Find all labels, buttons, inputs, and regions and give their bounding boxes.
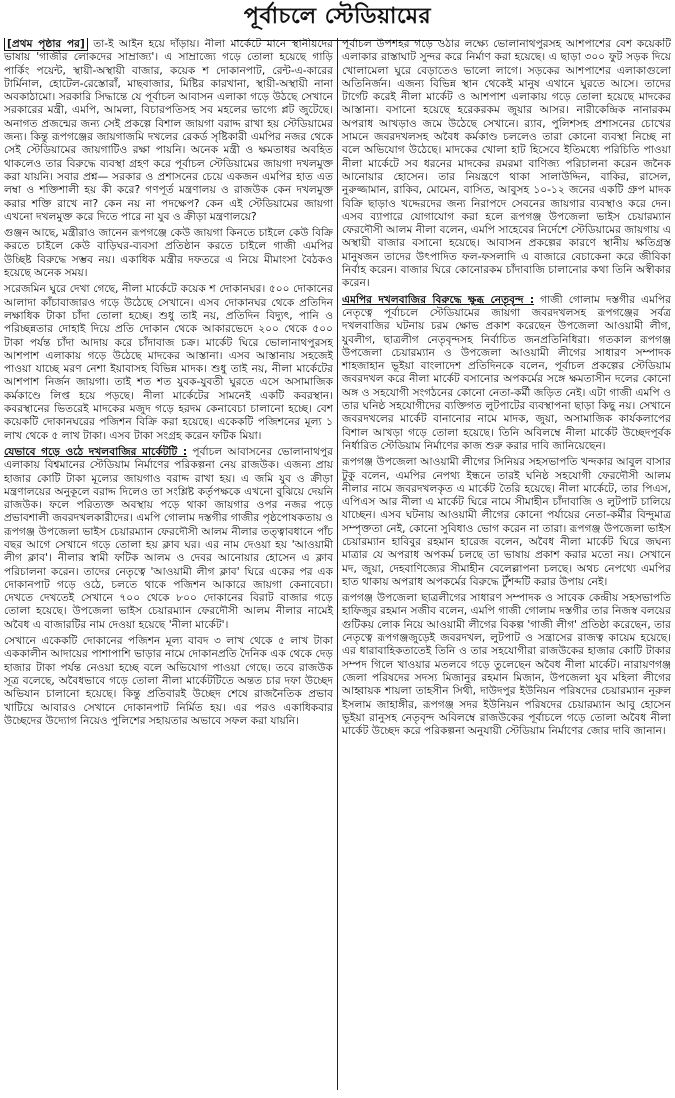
left-column (4, 38, 337, 1090)
headline: পূর্বাচলে স্টেডিয়ামের (234, 0, 441, 41)
paragraph (342, 294, 671, 454)
continuation-kicker: [প্রথম পৃষ্ঠার পর] (4, 38, 88, 51)
subheading: যেভাবে গড়ে ওঠে দখলবাজির মার্কেটটি : (4, 445, 188, 458)
paragraph: সরেজমিন ঘুরে দেখা গেছে, নীলা মার্কেটে কয়েক শ দোকানঘর। ৫০০ দোকানের আলাদা কাঁচাবাজারও গড়ে উঠেছে সেখানে। এসব দোকানঘর থেকে প্রতিদিন লক্ষাধিক টাকা চাঁদা তোলা হচ্ছে। শুধু তাই নয়, প্রতিদিন বিদ্যুৎ, পানি ও পরিচ্ছন্নতার দোহাই দিয়ে প্রতি দোকান থেকে আকারভেদে ২০০ থেকে ৫০০ টাকা পর্যন্ত চাঁদা আদায় করে চাঁদাবাজ চক্র। মার্কেট ঘিরে ভোলানাথপুরসহ আশপাশ এলাকায় গড়ে উঠেছে মাদকের আস্তানা। এসব আস্তানায় সহজেই পাওয়া যাচ্ছে মরণ নেশা ইয়াবাসহ বিভিন্ন মাদক। শুধু তাই নয়, নীলা মার্কেটের আশপাশ নির্জন জায়গা। তাই শত শত যুবক-যুবতী ঘুরতে এসে অসামাজিক কর্মকাণ্ডে লিপ্ত হয়ে পড়ছে। নীলা মার্কেটের সামনেই একটি কবরস্থান। কবরস্থানের ভিতরেই মাদকের মজুদ গড়ে হরদম কেনাবেচা চালানো হচ্ছে। বেশ কয়েকটি দোকানঘরের পজিশন বিক্রি করা হয়েছে। একেকটি পজিশনের মূল্য ১ লাখ থেকে ৫ লাখ টাকা। এসব টাকা সংগ্রহ করেন ফটিক মিয়া। (4, 283, 333, 442)
headline-area (4, 0, 671, 38)
subheading: এমপির দখলবাজির বিরুদ্ধে ক্ষুব্ধ নেতৃবৃন্দ : (342, 293, 535, 306)
paragraph: গুঞ্জন আছে, মন্ত্রীরাও জানেন রূপগঞ্জে কেউ জায়গা কিনতে চাইলে কেউ বিক্রি করতে চাইলে কেউ বাড়িঘর-ব্যবসা প্রতিষ্ঠান করতে চাইলে গাজী এমপির উচ্ছিষ্ট বিরুদ্ধে সম্ভব নয়। একাধিক মন্ত্রীর দফতরে এ নিয়ে মীমাংসা বৈঠকও হয়েছে অনেক সময়। (4, 227, 333, 280)
paragraph: সেখানে একেকটি দোকানের পজিশন মূল্য বাবদ ৩ লাখ থেকে ৫ লাখ টাকা এককালীন আদায়ের পাশাপাশি ভাড়ার নামে দোকানপ্রতি দৈনিক এক থেকে দেড় হাজার টাকা পর্যন্ত নেওয়া হচ্ছে বলে অভিযোগ পাওয়া গেছে। তবে রাজউক সূত্র বলেছে, অবৈধভাবে গড়ে তোলা নীলা মার্কেটটিতে অন্তত চার দফা উচ্ছেদ অভিযান চালানো হয়েছে। কিন্তু প্রতিবারই উচ্ছেদ শেষে রাজনৈতিক প্রভাব খাটিয়ে আবারও সেখানে দোকানপাট নির্মিত হয়। এর পরও একাধিকবার উচ্ছেদের উদ্যোগ নিয়েও পুলিশের সহায়তার অভাবে সফল করা যায়নি। (4, 635, 333, 727)
right-column (338, 38, 671, 1090)
paragraph: পূর্বাচল উপশহর গড়ে ওঠার লক্ষ্যে ভোলানাথপুরসহ আশপাশের বেশ কয়েকটি এলাকার রাস্তাঘাট সুন্দর করে নির্মাণ করা হয়েছে। এ ছাড়া ৩০০ ফুট সড়ক দিয়ে খোলামেলা ঘুরে বেড়াতেও ভালো লাগে। সড়কের আশপাশের এলাকাগুলো অতিনির্জন। এজন্য বিভিন্ন স্থান থেকেই মানুষ এখানে ঘুরতে আসে। তাদের টার্গেট করেই নীলা মার্কেট ও আশপাশ এলাকায় গড়ে তোলা হয়েছে মাদকের আস্তানা। বসানো হয়েছে হরেকরকম জুয়ার আসর। নারীকেন্দ্রিক নানারকম অপরাধ আখড়াও জমে উঠেছে সেখানে। র‌্যাব, পুলিশসহ প্রশাসনের চোখের সামনে জবরদখলসহ অবৈধ কর্মকাণ্ড চললেও তারা কোনো ব্যবস্থা নিচ্ছে না বলে অভিযোগ উঠেছে। মাদকের খোলা হাট হিসেবে ইতিমধ্যে পরিচিতি পাওয়া নীলা মার্কেটে সব ধরনের মাদকের রমরমা বাণিজ্য পরিচালনা করেন জনৈক আনোয়ার হোসেন। তার নিয়ন্ত্রণে থাকা সালাউদ্দিন, বাকির, রাসেল, নুরুজ্জামান, রাকিব, মোমেন, বাসিত, আবুসহ ১০-১২ জনের একটি গ্রুপ মাদক বিক্রি ছাড়াও খদ্দেরদের জন্য নিরাপদে সেবনের জায়গার ব্যবস্থাও করে দেন। এসব ব্যাপারে যোগাযোগ করা হলে রূপগঞ্জ উপজেলা ভাইস চেয়ারম্যান ফেরদৌসী আলম নীলা বলেন, এমপি সাহেবের নির্দেশে স্টেডিয়ামের জায়গায় এ অস্থায়ী বাজার বসানো হয়েছে। আবাসন প্রকল্পের কারণে স্থানীয় ক্ষতিগ্রস্ত মানুষজন তাদের উৎপাদিত ফল-ফসলাদি এ বাজারে বেচাকেনা করে জীবিকা নির্বাহ করেন। বাজার ঘিরে কোনোরকম চাঁদাবাজি চালানোর কথা তিনি অস্বীকার করেন। (342, 38, 671, 290)
article-columns (4, 38, 671, 1090)
paragraph-text: গাজী গোলাম দস্তগীর এমপির নেতৃত্বে পূর্বাচলে স্টেডিয়ামের জায়গা জবরদখলসহ রূপগঞ্জের সর্বত্র দখলবাজির ঘটনায় চরম ক্ষোভ প্রকাশ করেছেন উপজেলা আওয়ামী লীগ, যুবলীগ, ছাত্রলীগ নেতৃবৃন্দসহ নির্বাচিত জনপ্রতিনিধিরা। গতকাল রূপগঞ্জ উপজেলা চেয়ারম্যান ও উপজেলা আওয়ামী লীগের সাধারণ সম্পাদক শাহজাহান ভূইয়া বাংলাদেশ প্রতিদিনকে বলেন, পূর্বাচল প্রকল্পের স্টেডিয়াম জবরদখল করে নীলা মার্কেট বসানোর অপকর্মের সঙ্গে ক্ষমতাসীন দলের কোনো অঙ্গ ও সহযোগী সংগঠনের কোনো নেতা-কর্মী জড়িত নেই। এটা গাজী এমপি ও তার ঘনিষ্ঠ সহযোগীদের ব্যক্তিগত লুটপাটের ব্যবস্থাপনা ছাড়া কিছু নয়। সেখানে জবরদখলের মার্কেট বানানোর নামে মাদক, জুয়া, অসামাজিক কার্যকলাপের বিশাল আখড়া গড়ে তোলা হয়েছে। তিনি অবিলম্বে নীলা মার্কেট উচ্ছেদপূর্বক নির্ধারিত স্টেডিয়াম নির্মাণের কাজ শুরু করার দাবি জানিয়েছেন। (342, 293, 671, 452)
paragraph: রূপগঞ্জ উপজেলা আওয়ামী লীগের সিনিয়র সহসভাপতি খন্দকার আবুল বাসার টুকু বলেন, এমপির নেপথ্য ইন্ধনে তারই ঘনিষ্ঠ সহযোগী ফেরদৌসী আলম নীলার নামে জবরদখলকৃত এ মার্কেট তৈরি হয়েছে। নীলা মার্কেটে, তার পিএস, এপিএস আর নীলা এ মার্কেট ঘিরে নামে সীমাহীন চাঁদাবাজি ও লুটপাট চালিয়ে যাচ্ছেন। এসব ঘটনায় আওয়ামী লীগের কোনো পর্যায়ের নেতা-কর্মীর বিন্দুমাত্র সম্পৃক্ততা নেই, কোনো সুবিধাও ভোগ করেন না তারা। রূপগঞ্জ উপজেলা ভাইস চেয়ারম্যান হাবিবুর রহমান হারেজ বলেন, অবৈধ নীলা মার্কেট ঘিরে জঘন্য মাত্রার যে অপরাধ অপকর্ম চলছে তা ভাষায় প্রকাশ করার মতো নয়। সেখানে মদ, জুয়া, দেহবাণিজ্যের সীমাহীন বেলেল্লাপনা চলছে। অথচ নেপথ্যে এমপির হাত থাকায় অপরাধ অপকর্মের বিরুদ্ধে টুঁশব্দটি করার উপায় নেই। (342, 456, 671, 588)
paragraph (4, 446, 333, 632)
paragraph: রূপগঞ্জ উপজেলা ছাত্রলীগের সাধারণ সম্পাদক ও সাবেক কেন্দ্রীয় সহসভাপতি হাফিজুর রহমান সজীব বলেন, এমপি গাজী গোলাম দস্তগীর তার নিজস্ব বলয়ের গুটিকয় লোক নিয়ে আওয়ামী লীগের বিকল্প 'গাজী লীগ' প্রতিষ্ঠা করেছেন, তার নেতৃত্বে রূপগঞ্জজুড়েই জবরদখল, লুটপাট ও সন্ত্রাসের রাজত্ব কায়েম হয়েছে। এর ধারাবাহিকতাতেই তিনি ও তার সহযোগীরা রাজউকের হাজার কোটি টাকার সম্পদ গিলে খাওয়ার মতলবে গড়ে তুলেছেন অবৈধ নীলা মার্কেট। নারায়ণগঞ্জ জেলা পরিষদের সদস্য মিজানুর রহমান মিজান, উপজেলা যুব মহিলা লীগের আহ্বায়ক শায়লা তাহসীন সিথী, দাউদপুর ইউনিয়ন পরিষদের চেয়ারম্যান নূরুল ইসলাম জাহাঙ্গীর, রূপগঞ্জ সদর ইউনিয়ন পরিষদের চেয়ারম্যান আবু হোসেন ভূইয়া রানুসহ নেতৃবৃন্দ অবিলম্বে রাজউকের পূর্বাচলে গড়ে তোলা অবৈধ নীলা মার্কেট উচ্ছেদ করে পরিকল্পনা অনুযায়ী স্টেডিয়াম নির্মাণের জোর দাবি জানান। (342, 592, 671, 738)
paragraph-text: তা-ই আইন হয়ে দাঁড়ায়। নীলা মার্কেটে মানে স্থানীয়দের ভাষায় 'গাজীর লোকদের সাম্রাজ্য'। এ সাম্রাজ্যে গড়ে তোলা হয়েছে গাড়ি পার্কিং পয়েন্ট, স্থায়ী-অস্থায়ী বাজার, কয়েক শ দোকানপাট, রেন্ট-এ-কারের টার্মিনাল, হোটেল-রেস্তোরাঁ, মাছবাজার, মিষ্টির কারখানা, স্থায়ী-অস্থায়ী নানা অবকাঠামো। সরকারি সিদ্ধান্তে যে পূর্বাচল আবাসন এলাকা গড়ে উঠছে সেখানে সরকারের মন্ত্রী, এমপি, আমলা, বিচারপতিসহ সব মহলের ভাগ্যে প্লট জুটেছে। অনাগত প্রজন্মের জন্য সেই প্রকল্পে বিশাল জায়গা বরাদ্দ রাখা হয় স্টেডিয়ামের জন্য। কিন্তু রূপগঞ্জের জায়গাজমি দখলের রেকর্ড সৃষ্টিকারী এমপির নজর থেকে সেই স্টেডিয়ামের জায়গাটিও রক্ষা পায়নি। অনেক মন্ত্রী ও ক্ষমতাধর অবহিত থাকলেও তার বিরুদ্ধে ব্যবস্থা গ্রহণ করে পূর্বাচল স্টেডিয়ামের জায়গা দখলমুক্ত করা যায়নি। সবার প্রশ্ন— সরকার ও প্রশাসনের চেয়ে একজন এমপির হাত এত লম্বা ও শক্তিশালী হয় কী করে? গণপূর্ত মন্ত্রণালয় ও রাজউক কেন দখলমুক্ত করার শক্তি রাখে না? কেন নয় না পদক্ষেপ? কেন এই স্টেডিয়ামের জায়গা এখনো দখলমুক্ত করে দিতে পারে না যুব ও ক্রীড়া মন্ত্রণালয়ে? (4, 38, 333, 223)
paragraph-text: পূর্বাচল আবাসনের ভোলানাথপুর এলাকায় বিশ্বমানের স্টেডিয়াম নির্মাণের পরিকল্পনা নেয় রাজউক। এজন্য প্রায় হাজার কোটি টাকা মূল্যের জায়গাও বরাদ্দ রাখা হয়। এ জমি যুব ও ক্রীড়া মন্ত্রণালয়ের অনুকূলে বরাদ্দ দিলেও তা সংশ্লিষ্ট কর্তৃপক্ষকে এখনো বুঝিয়ে দেয়নি রাজউক। ফলে পরিত্যক্ত অবস্থায় পড়ে থাকা জায়গার ওপর নজর পড়ে প্রভাবশালী জবরদখলকারীদের। এমপি গোলাম দস্তগীর গাজীর পৃষ্ঠপোষকতায় ও রূপগঞ্জ উপজেলা ভাইস চেয়ারম্যান ফেরদৌসী আলম নীলার তত্ত্বাবধানে পাঁচ বছর আগে সেখানে গড়ে তোলা হয় ক্লাব ঘর। এর নাম দেওয়া হয় 'আওয়ামী লীগ ক্লাব'। নীলার স্বামী ফটিক আলম ও দেবর আনোয়ার হোসেন এ ক্লাব পরিচালনা করেন। তাদের নেতৃত্বে 'আওয়ামী লীগ ক্লাব' ঘিরে একের পর এক দোকানপাট গড়ে ওঠে, চলতে থাকে পজিশন আকারে জায়গা কেনাবেচা। দেখতে দেখতেই সেখানে ৭০০ থেকে ৮০০ দোকানের বিরাট বাজার গড়ে তোলা হয়েছে। উপজেলা ভাইস চেয়ারম্যান ফেরদৌসী আলম নীলার নামেই অবৈধ এ বাজারটির নাম দেওয়া হয়েছে 'নীলা মার্কেট'। (4, 445, 333, 631)
paragraph (4, 38, 333, 224)
